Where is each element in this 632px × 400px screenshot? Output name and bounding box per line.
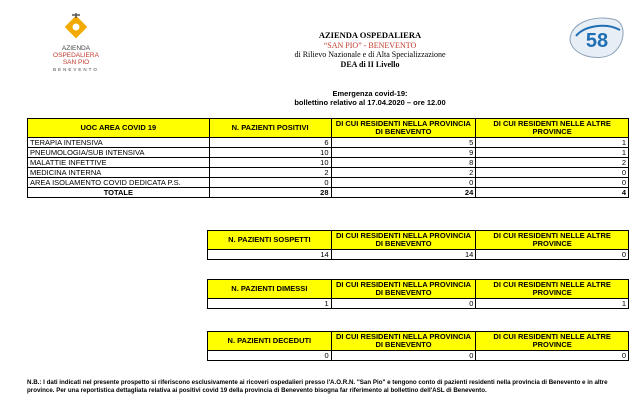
cell-bn: 9 — [331, 148, 476, 158]
channel-badge — [566, 10, 628, 64]
col-header-positivi: N. PAZIENTI POSITIVI — [209, 119, 331, 138]
cell-other: 0 — [476, 250, 629, 260]
document-header — [240, 31, 500, 69]
cell-other: 1 — [476, 138, 629, 148]
cell-positivi: 2 — [209, 168, 331, 178]
cell-other: 1 — [476, 299, 629, 309]
row-label: AREA ISOLAMENTO COVID DEDICATA P.S. — [28, 178, 210, 188]
cell-deceduti: 0 — [208, 351, 332, 361]
table-header-row — [208, 231, 629, 250]
cell-positivi: 10 — [209, 148, 331, 158]
table-row — [28, 168, 629, 178]
col-header-bn: DI CUI RESIDENTI NELLA PROVINCIA DI BENEVENTO — [331, 280, 476, 299]
footnote: N.B.: I dati indicati nel presente prospetto si riferiscono esclusivamente ai ricoveri ospedalieri presso l'A.O.R.N. "San Pio" e tengono conto di pazienti residenti nella provincia di Benevento e in altre province. Per una reportistica dettagliata relativa ai positivi covid 19 della provincia di Benevento bisogna far riferimento al bollettino dell'ASL di Benevento. — [27, 379, 608, 394]
covid-positive-table — [27, 118, 629, 198]
table-row — [208, 351, 629, 361]
deceduti-table — [207, 331, 629, 361]
bulletin-heading — [240, 89, 500, 107]
hospital-logo-icon — [59, 10, 93, 44]
col-header-area: UOC AREA COVID 19 — [28, 119, 210, 138]
cell-bn: 0 — [331, 351, 476, 361]
cell-bn: 0 — [331, 299, 476, 309]
cell-dimessi: 1 — [208, 299, 332, 309]
hospital-logo — [28, 10, 124, 86]
cell-bn: 5 — [331, 138, 476, 148]
table-row — [208, 299, 629, 309]
logo-line3: SAN PIO — [62, 59, 90, 66]
header-title: AZIENDA OSPEDALIERA — [318, 30, 422, 40]
bulletin-line2: bollettino relativo al 17.04.2020 – ore 12.00 — [294, 98, 446, 107]
cell-bn: 8 — [331, 158, 476, 168]
cell-other: 0 — [476, 168, 629, 178]
col-header-other: DI CUI RESIDENTI NELLE ALTRE PROVINCE — [476, 280, 629, 299]
cell-other: 0 — [476, 351, 629, 361]
header-line3: di Rilievo Nazionale e di Alta Specializzazione — [294, 50, 446, 59]
cell-other: 1 — [476, 148, 629, 158]
logo-line4: BENEVENTO — [53, 67, 99, 72]
cell-bn: 14 — [331, 250, 476, 260]
dimessi-table — [207, 279, 629, 309]
cell-bn: 2 — [331, 168, 476, 178]
total-row — [28, 188, 629, 198]
bulletin-line1: Emergenza covid-19: — [332, 89, 408, 98]
col-header-sospetti: N. PAZIENTI SOSPETTI — [208, 231, 332, 250]
table-header-row — [28, 119, 629, 138]
col-header-other: DI CUI RESIDENTI NELLE ALTRE PROVINCE — [476, 119, 629, 138]
total-positivi: 28 — [209, 188, 331, 198]
row-label: MALATTIE INFETTIVE — [28, 158, 210, 168]
badge-text: 58 — [585, 30, 609, 52]
table-header-row — [208, 280, 629, 299]
table-row — [28, 158, 629, 168]
channel-58-icon — [566, 10, 628, 64]
col-header-bn: DI CUI RESIDENTI NELLA PROVINCIA DI BENEVENTO — [331, 332, 476, 351]
total-label: TOTALE — [28, 188, 210, 198]
sospetti-table — [207, 230, 629, 260]
total-bn: 24 — [331, 188, 476, 198]
cell-sospetti: 14 — [208, 250, 332, 260]
table-row — [28, 138, 629, 148]
col-header-bn: DI CUI RESIDENTI NELLA PROVINCIA DI BENEVENTO — [331, 231, 476, 250]
cell-other: 2 — [476, 158, 629, 168]
col-header-dimessi: N. PAZIENTI DIMESSI — [208, 280, 332, 299]
row-label: TERAPIA INTENSIVA — [28, 138, 210, 148]
col-header-other: DI CUI RESIDENTI NELLE ALTRE PROVINCE — [476, 332, 629, 351]
cell-positivi: 0 — [209, 178, 331, 188]
table-row — [28, 178, 629, 188]
table-header-row — [208, 332, 629, 351]
table-row — [208, 250, 629, 260]
cell-other: 0 — [476, 178, 629, 188]
table-row — [28, 148, 629, 158]
cell-positivi: 10 — [209, 158, 331, 168]
col-header-other: DI CUI RESIDENTI NELLE ALTRE PROVINCE — [476, 231, 629, 250]
logo-line2: OSPEDALIERA — [53, 52, 99, 59]
cell-positivi: 6 — [209, 138, 331, 148]
header-line4: DEA di II Livello — [340, 59, 400, 69]
col-header-deceduti: N. PAZIENTI DECEDUTI — [208, 332, 332, 351]
logo-line1: AZIENDA — [61, 45, 91, 52]
total-other: 4 — [476, 188, 629, 198]
row-label: MEDICINA INTERNA — [28, 168, 210, 178]
row-label: PNEUMOLOGIA/SUB INTENSIVA — [28, 148, 210, 158]
header-subtitle: “SAN PIO” - BENEVENTO — [323, 40, 417, 50]
col-header-bn: DI CUI RESIDENTI NELLA PROVINCIA DI BENEVENTO — [331, 119, 476, 138]
cell-bn: 0 — [331, 178, 476, 188]
